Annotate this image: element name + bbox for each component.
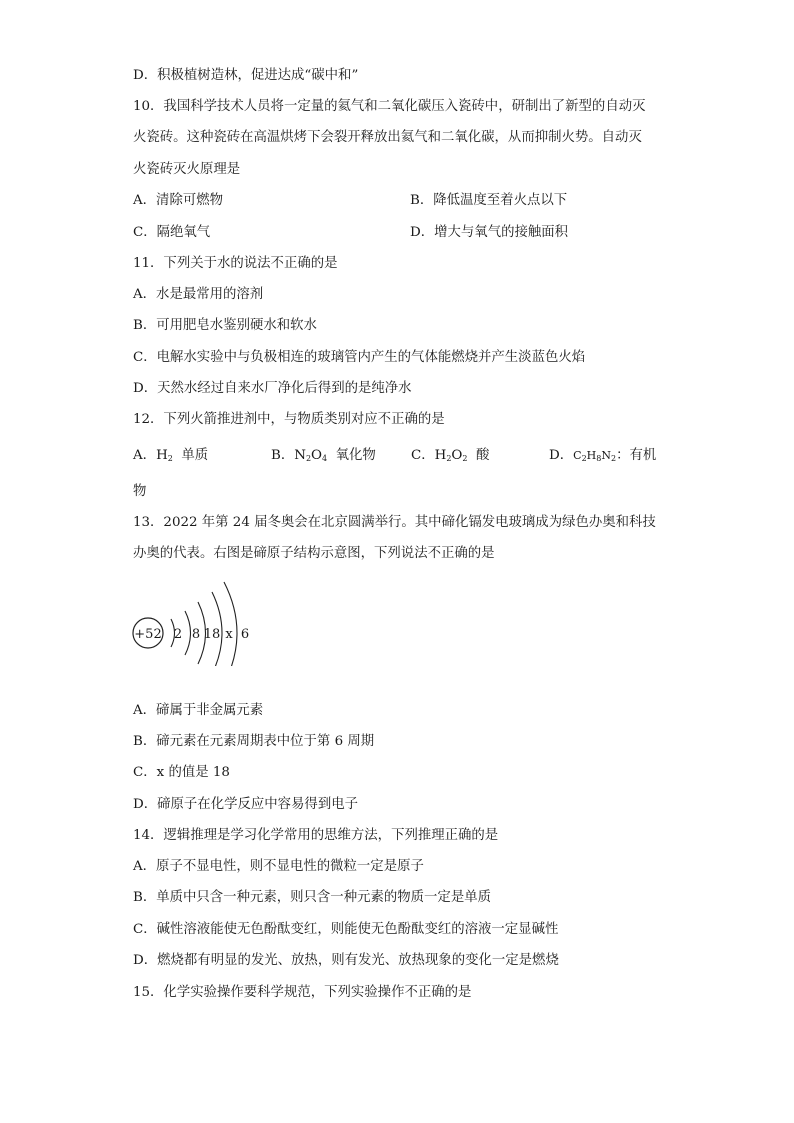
q14-option-d: D．燃烧都有明显的发光、放热，则有发光、放热现象的变化一定是燃烧 — [133, 953, 559, 968]
q12-option-a: A．$H_2$ 单质 — [133, 448, 209, 463]
q9-option-d: D．积极植树造林，促进达成“碳中和” — [133, 68, 359, 83]
q11-option-a: A．水是最常用的溶剂 — [133, 287, 264, 302]
q12-option-d: D．$C_2H_8N_2$：有机 — [549, 448, 657, 463]
q10-stem-line-3: 火瓷砖灭火原理是 — [133, 162, 241, 177]
q14-option-a: A．原子不显电性，则不显电性的微粒一定是原子 — [133, 859, 424, 874]
electron-shell-5 — [224, 582, 237, 666]
q12-option-b: B．$N_2O_4$ 氧化物 — [271, 448, 376, 463]
q14-option-c: C．碱性溶液能使无色酚酞变红，则能使无色酚酞变红的溶液一定显碱性 — [133, 922, 559, 937]
electron-shell-2 — [185, 611, 191, 655]
q12-stem: 12．下列火箭推进剂中，与物质类别对应不正确的是 — [133, 412, 445, 427]
shell-5-electrons: 6 — [240, 627, 250, 642]
q11-stem: 11．下列关于水的说法不正确的是 — [133, 256, 338, 271]
q10-option-c: C．隔绝氧气 — [133, 225, 211, 240]
tellurium-atom-structure-diagram — [128, 574, 258, 666]
q13-option-c: C．x 的值是 18 — [133, 765, 230, 780]
nucleus-charge: +52 — [134, 627, 162, 642]
q12-option-d-wrap: 物 — [133, 484, 147, 499]
q15-stem: 15．化学实验操作要科学规范，下列实验操作不正确的是 — [133, 985, 472, 1000]
q10-option-a: A．清除可燃物 — [133, 193, 224, 208]
q13-option-b: B．碲元素在元素周期表中位于第 6 周期 — [133, 734, 375, 749]
q13-option-a: A．碲属于非金属元素 — [133, 703, 264, 718]
q10-stem-line-2: 火瓷砖。这种瓷砖在高温烘烤下会裂开释放出氦气和二氧化碳，从而抑制火势。自动灭 — [133, 130, 642, 145]
q13-stem-line-2: 办奥的代表。右图是碲原子结构示意图，下列说法不正确的是 — [133, 546, 495, 561]
q14-stem: 14．逻辑推理是学习化学常用的思维方法，下列推理正确的是 — [133, 828, 499, 843]
q13-option-d: D．碲原子在化学反应中容易得到电子 — [133, 797, 358, 812]
q10-stem-line-1: 10．我国科学技术人员将一定量的氦气和二氧化碳压入瓷砖中，研制出了新型的自动灭 — [133, 99, 646, 114]
shell-4-electrons: x — [225, 627, 233, 642]
q14-option-b: B．单质中只含一种元素，则只含一种元素的物质一定是单质 — [133, 890, 491, 905]
q10-option-d: D．增大与氧气的接触面积 — [410, 225, 569, 240]
q10-option-b: B．降低温度至着火点以下 — [410, 193, 568, 208]
shell-2-electrons: 8 — [191, 627, 201, 642]
q11-option-b: B．可用肥皂水鉴别硬水和软水 — [133, 318, 317, 333]
q11-option-c: C．电解水实验中与负极相连的玻璃管内产生的气体能燃烧并产生淡蓝色火焰 — [133, 350, 586, 365]
shell-3-electrons: 18 — [203, 627, 221, 642]
shell-1-electrons: 2 — [173, 627, 183, 642]
q13-stem-line-1: 13．2022 年第 24 届冬奥会在北京圆满举行。其中碲化镉发电玻璃成为绿色办奥和科技 — [133, 515, 656, 530]
q12-option-c: C．$H_2O_2$ 酸 — [411, 448, 490, 463]
q11-option-d: D．天然水经过自来水厂净化后得到的是纯净水 — [133, 381, 412, 396]
